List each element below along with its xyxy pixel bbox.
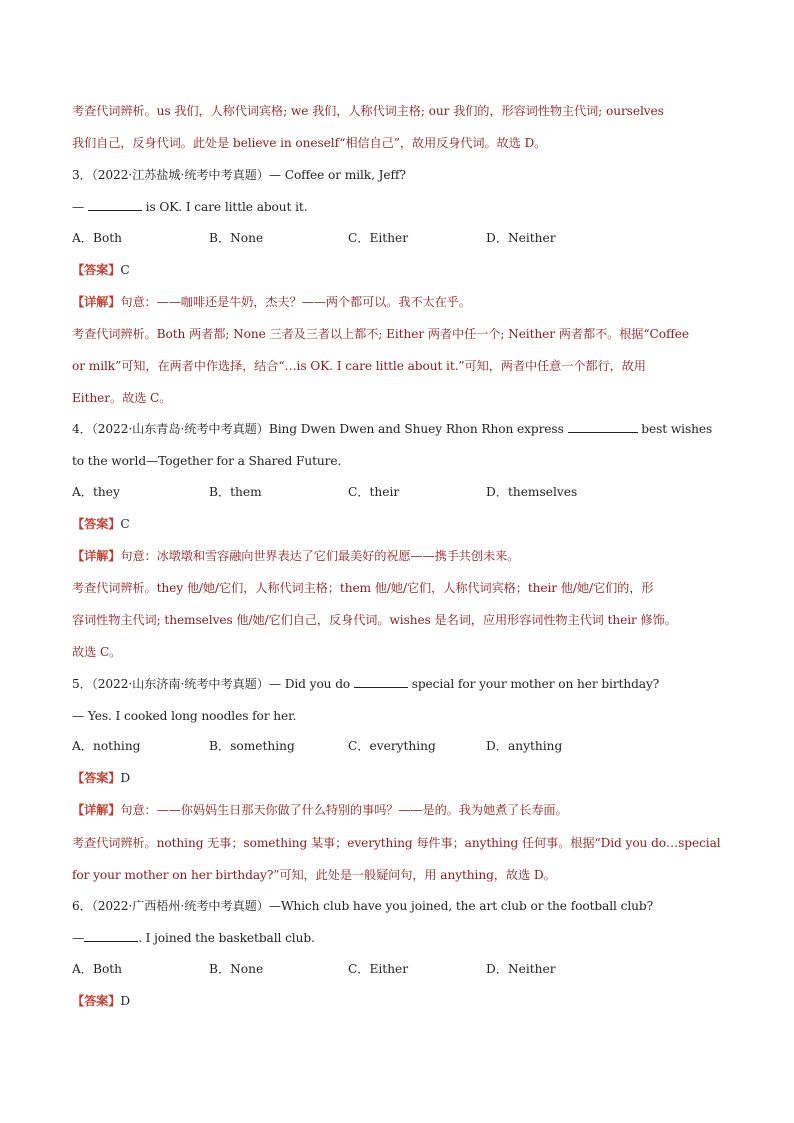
- question-stem: 4．（2022·山东青岛·统考中考真题）Bing Dwen Dwen and Shuey Rhon Rhon express: [72, 422, 568, 436]
- option-c: C．their: [348, 485, 400, 499]
- line-text: 容词性物主代词; themselves 他/她/它们自己，反身代词。wishes 是名词，应用形容词性物主代词 their 修饰。: [72, 613, 677, 627]
- option-b: B．None: [209, 962, 264, 976]
- line-text: is OK. I care little about it.: [141, 200, 308, 214]
- text-line: [72, 706, 296, 726]
- option-c: C．everything: [348, 739, 436, 753]
- answer-blank: [84, 929, 138, 942]
- answer-value: D: [120, 771, 131, 785]
- text-line: [72, 865, 556, 885]
- detail-tag: 【详解】: [72, 803, 121, 817]
- line-text: or milk”可知，在两者中作选择，结合“…is OK. I care little about it.”可知，两者中任意一个都行，故用: [72, 359, 646, 373]
- line-text: 考查代词辨析。nothing 无事；something 某事；everything 每件事；anything 任何事。根据“Did you do…special: [72, 836, 721, 850]
- text-line: [72, 356, 646, 376]
- detail-tag: 【详解】: [72, 295, 121, 309]
- line-text: 我们自己，反身代词。此处是 believe in oneself“相信自己”，故用反身代词。故选 D。: [72, 136, 547, 150]
- answer-value: D: [120, 994, 131, 1008]
- answer-value: C: [120, 517, 130, 531]
- answer-tag: 【答案】: [72, 263, 121, 277]
- text-line: [72, 101, 664, 121]
- line-text: to the world—Together for a Shared Future.: [72, 454, 342, 468]
- answer-line: [72, 260, 130, 280]
- text-line: [72, 674, 659, 694]
- line-text: 句意：冰墩墩和雪容融向世界表达了它们最美好的祝愿——携手共创未来。: [120, 549, 520, 563]
- answer-value: C: [120, 263, 130, 277]
- answer-tag: 【答案】: [72, 994, 121, 1008]
- option-a: A．nothing: [72, 739, 141, 753]
- detail-tag: 【详解】: [72, 549, 121, 563]
- option-d: D．themselves: [486, 485, 578, 499]
- text-line: [72, 133, 546, 153]
- text-line: [72, 578, 653, 598]
- question-stem: 5．（2022·山东济南·统考中考真题）— Did you do: [72, 677, 354, 691]
- option-b: B．them: [209, 485, 262, 499]
- text-line: [72, 419, 712, 439]
- option-a: A．Both: [72, 962, 123, 976]
- line-text: 考查代词辨析。us 我们，人称代词宾格; we 我们，人称代词主格; our 我们的，形容词性物主代词; ourselves: [72, 104, 664, 118]
- text-line: [72, 388, 171, 408]
- answer-blank: [568, 420, 638, 433]
- option-c: C．Either: [348, 231, 409, 245]
- question-stem: —: [72, 931, 85, 945]
- question-stem: —: [72, 200, 88, 214]
- option-b: B．None: [209, 231, 264, 245]
- text-line: [72, 292, 471, 312]
- line-text: 故选 C。: [72, 645, 122, 659]
- line-text: 3．（2022·江苏盐城·统考中考真题）— Coffee or milk, Jeff?: [72, 168, 406, 182]
- text-line: [72, 165, 406, 185]
- text-line: [72, 896, 653, 916]
- option-d: D．Neither: [486, 962, 556, 976]
- answer-blank: [88, 198, 142, 211]
- text-line: [72, 928, 315, 948]
- text-line: [72, 451, 341, 471]
- line-text: — Yes. I cooked long noodles for her.: [72, 709, 297, 723]
- option-a: A．Both: [72, 231, 123, 245]
- text-line: [72, 197, 307, 217]
- line-text: 6．（2022·广西梧州·统考中考真题）—Which club have you joined, the art club or the football club?: [72, 899, 654, 913]
- line-text: Either。故选 C。: [72, 391, 172, 405]
- text-line: [72, 610, 677, 630]
- answer-line: [72, 768, 130, 788]
- text-line: [72, 833, 721, 853]
- line-text: . I joined the basketball club.: [138, 931, 315, 945]
- line-text: 考查代词辨析。they 他/她/它们，人称代词主格；them 他/她/它们，人称代词宾格；their 他/她/它们的，形: [72, 581, 654, 595]
- option-c: C．Either: [348, 962, 409, 976]
- text-line: [72, 800, 568, 820]
- line-text: for your mother on her birthday?”可知，此处是一般疑问句，用 anything，故选 D。: [72, 868, 556, 882]
- answer-tag: 【答案】: [72, 771, 121, 785]
- option-a: A．they: [72, 485, 120, 499]
- line-text: 考查代词辨析。Both 两者都; None 三者及三者以上都不; Either 两者中任一个; Neither 两者都不。根据“Coffee: [72, 327, 690, 341]
- option-d: D．anything: [486, 739, 563, 753]
- option-d: D．Neither: [486, 231, 556, 245]
- line-text: best wishes: [637, 422, 713, 436]
- option-b: B．something: [209, 739, 295, 753]
- answer-blank: [354, 675, 408, 688]
- text-line: [72, 642, 121, 662]
- line-text: 句意：——咖啡还是牛奶，杰夫？——两个都可以。我不太在乎。: [120, 295, 471, 309]
- answer-line: [72, 514, 130, 534]
- line-text: 句意：——你妈妈生日那天你做了什么特别的事吗？——是的。我为她煮了长寿面。: [120, 803, 568, 817]
- answer-line: [72, 991, 130, 1011]
- answer-tag: 【答案】: [72, 517, 121, 531]
- text-line: [72, 546, 519, 566]
- text-line: [72, 324, 689, 344]
- line-text: special for your mother on her birthday?: [407, 677, 660, 691]
